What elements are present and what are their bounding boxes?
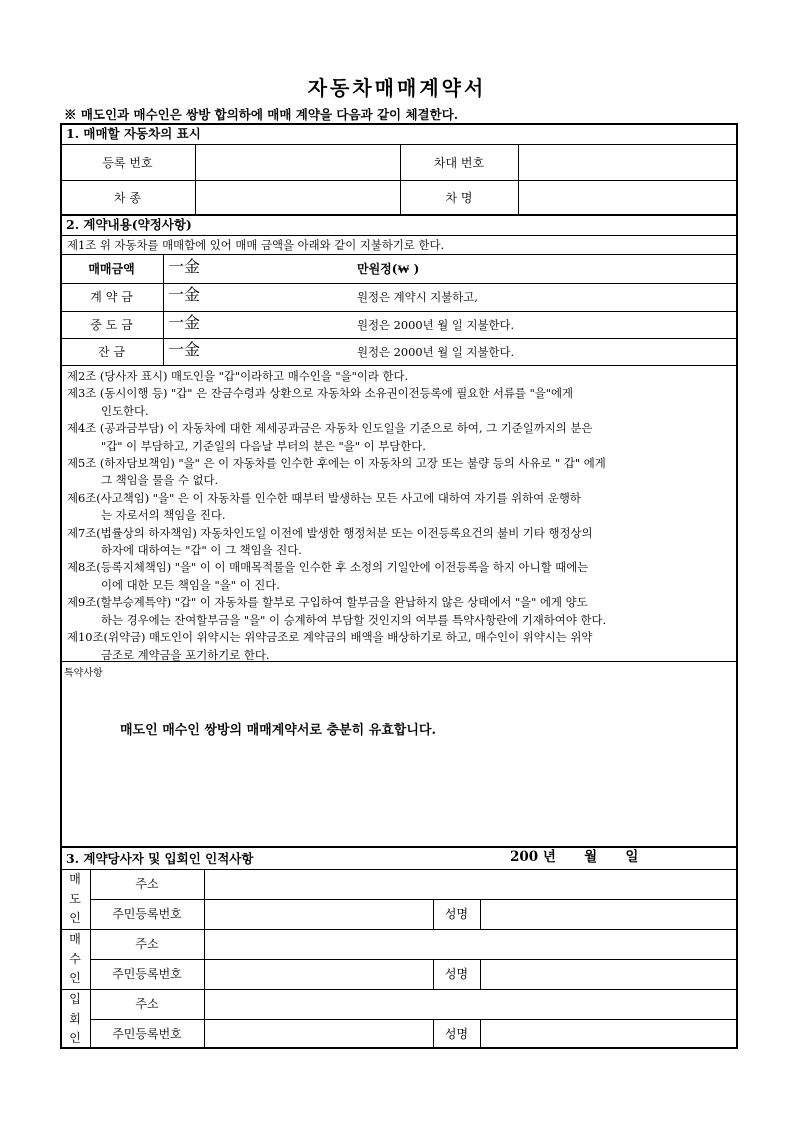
witness-address-label: 주소 [135,997,159,1011]
clause-line: 제10조(위약금) 매도인이 위약시는 위약금조로 계약금의 배액을 배상하기로 하고, 매수인이 위약시는 위약 [67,630,593,645]
car-type-label: 차 종 [114,191,141,205]
role-char: 입 [69,992,81,1006]
intro-text: ※ 매도인과 매수인은 쌍방 합의하에 매매 계약을 다음과 같이 체결한다. [64,107,459,122]
witness-id-label: 주민등록번호 [112,1027,182,1041]
clause-line: 제5조 (하자담보책임) "을" 은 이 자동차를 인수한 후에는 이 자동차의 고장 또는 불량 등의 사유로 " 갑" 에게 [67,456,606,471]
witness-name-label: 성명 [444,1027,469,1041]
car-type-field[interactable] [196,181,399,213]
clause-5 [67,455,735,490]
clause-line: "갑" 이 부담하고, 기준일의 다음날 부터의 분은 "을" 이 부담한다. [101,438,426,453]
witness-id-field[interactable] [205,1020,432,1047]
clause-4 [67,420,735,455]
clause-7 [67,525,735,560]
buyer-role-label [60,930,90,989]
seller-name-label: 성명 [444,907,469,921]
role-char: 수 [69,951,81,966]
role-char: 회 [69,1011,81,1026]
balance-prefix: 一金 [168,340,201,359]
reg-no-field[interactable] [196,145,399,179]
clause-line: 제3조 (동시이행 등) "갑" 은 잔금수령과 상환으로 자동차와 소유권이전등록에 필요한 서류를 "을"에게 [67,386,574,401]
contract-date[interactable]: 200 년 월 일 [510,849,639,865]
role-char: 도 [69,891,81,906]
divider [163,254,164,365]
reg-no-label: 등록 번호 [102,156,153,170]
buyer-name-label: 성명 [444,967,469,981]
deposit-label: 계 약 금 [90,290,133,304]
interim-prefix: 一金 [168,313,201,332]
clause-line: 이에 대한 모든 책임을 "을" 이 진다. [101,577,280,592]
deposit-prefix: 一金 [168,285,201,304]
witness-address-field[interactable] [205,990,736,1018]
sale-price-text[interactable]: 만원정(₩ ) [357,262,420,276]
sale-price-label: 매매금액 [88,262,135,276]
clause-line: 제4조 (공과금부담) 이 자동차에 대한 제세공과금은 자동차 인도일을 기준으로 하여, 그 기준일까지의 분은 [67,421,593,436]
seller-address-field[interactable] [205,870,736,898]
clause-line: 는 자로서의 책임을 진다. [101,508,226,523]
section3-heading: 3. 계약당사자 및 입회인 인적사항 [66,851,254,866]
buyer-name-field[interactable] [481,960,736,988]
seller-id-label: 주민등록번호 [112,907,182,921]
buyer-id-label: 주민등록번호 [112,967,182,981]
divider [60,214,738,216]
buyer-id-field[interactable] [205,960,432,988]
buyer-address-label: 주소 [135,937,159,951]
clause-10 [67,629,735,664]
clause-line: 제9조(할부승계특약) "갑" 이 자동차를 할부로 구입하여 할부금을 완납하지 않은 상태에서 "을" 에게 양도 [67,595,588,610]
clause-line: 그 책임을 물을 수 없다. [101,473,219,488]
car-name-field[interactable] [519,181,736,213]
divider [60,338,738,339]
divider [60,661,738,662]
section1-heading: 1. 매매할 자동차의 표시 [66,126,201,141]
clause-6 [67,490,735,525]
balance-text[interactable]: 원정은 2000년 월 일 지불한다. [357,345,515,359]
clause-line: 하는 경우에는 잔여할부금을 "을" 이 승계하여 부담할 것인지의 여부를 특약사항란에 기재하여야 한다. [101,612,607,627]
witness-name-field[interactable] [481,1020,736,1047]
section2-heading: 2. 계약내용(약정사항) [66,217,192,232]
interim-text[interactable]: 원정은 2000년 월 일 지불한다. [357,318,515,332]
sale-price-prefix: 一金 [168,257,201,276]
divider [60,311,738,312]
interim-label: 중 도 금 [90,318,133,332]
buyer-address-field[interactable] [205,930,736,958]
special-terms-label: 특약사항 [64,668,103,679]
seller-id-field[interactable] [205,900,432,928]
special-terms-area[interactable] [62,676,736,844]
divider [60,235,738,236]
clause-line: 제7조(법률상의 하자책임) 자동차인도일 이전에 발생한 행정처분 또는 이전등록요건의 불비 기타 행정상의 [67,525,593,540]
seller-role-label [60,870,90,929]
role-char: 인 [69,911,81,925]
role-char: 인 [69,1031,81,1045]
witness-role-label [60,990,90,1049]
clause-line: 하자에 대하여는 "갑" 이 그 책임을 진다. [101,543,302,558]
seller-address-label: 주소 [135,877,159,891]
clause-3 [67,385,735,420]
clause-line: 제8조(등록지체책임) "을" 이 이 매매목적물을 인수한 후 소정의 기일안에 이전등록을 하지 아니할 때에는 [67,560,589,575]
clause-line: 금조로 계약금을 포기하기로 한다. [101,647,270,662]
divider [60,846,738,848]
car-name-label: 차 명 [445,191,473,205]
clause-2 [67,368,735,385]
balance-label: 잔 금 [98,345,125,359]
clause-list [67,368,735,664]
clause-line: 인도한다. [101,403,149,418]
divider [60,254,738,255]
clause-9 [67,594,735,629]
role-char: 매 [69,872,81,886]
deposit-text[interactable]: 원정은 계약시 지불하고, [357,290,478,304]
clause-1: 제1조 위 자동차를 매매함에 있어 매매 금액을 아래와 같이 지불하기로 한다. [67,238,445,252]
clause-line: 제6조(사고책임) "을" 은 이 자동차를 인수한 때부터 발생하는 모든 사고에 대하여 자기를 위하여 운행하 [67,490,581,505]
document-title: 자동차매매계약서 [307,76,487,100]
clause-line: 제2조 (당사자 표시) 매도인을 "갑"이라하고 매수인을 "을"이라 한다. [67,369,409,383]
divider [60,365,738,366]
chassis-no-label: 차대 번호 [433,156,485,170]
role-char: 인 [69,971,81,985]
special-terms-text: 매도인 매수인 쌍방의 매매계약서로 충분히 유효합니다. [120,723,436,738]
divider [60,283,738,284]
clause-8 [67,559,735,594]
seller-name-field[interactable] [481,900,736,928]
role-char: 매 [69,932,81,946]
chassis-no-field[interactable] [519,145,736,179]
